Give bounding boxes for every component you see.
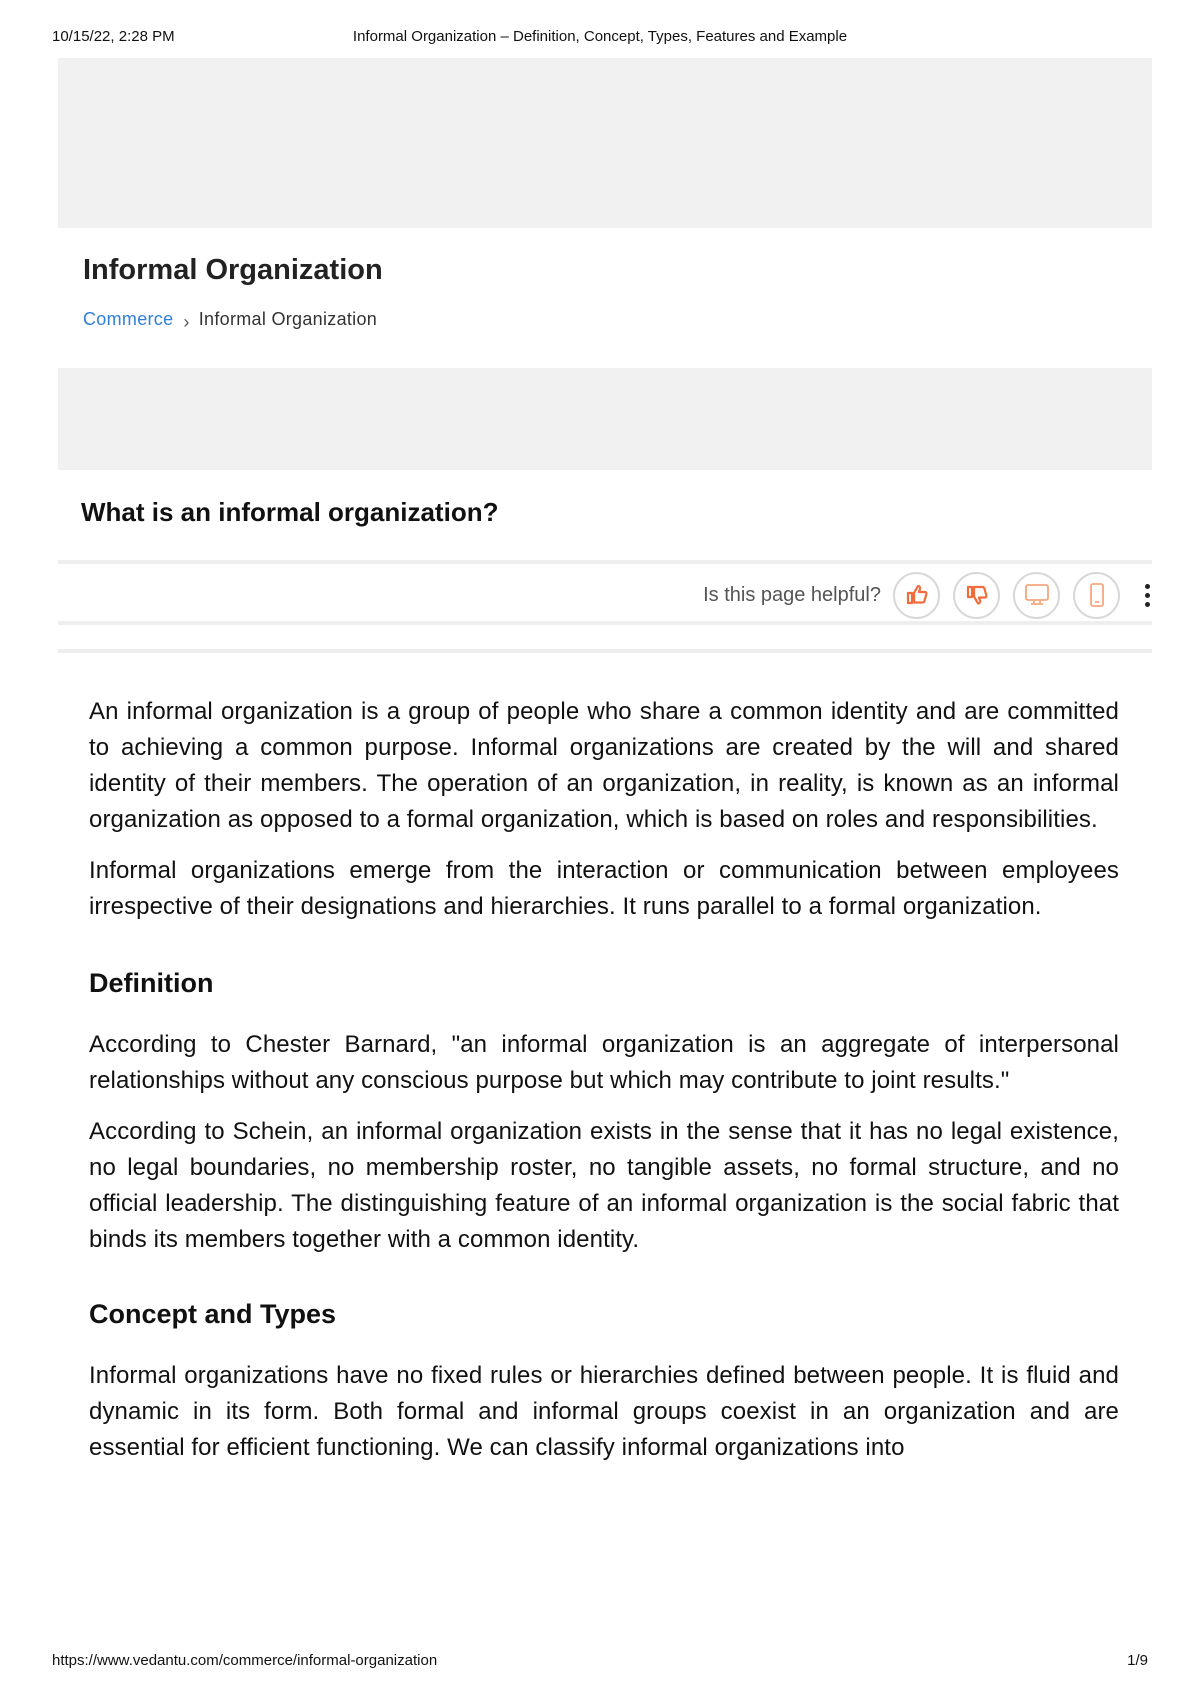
- print-header: [52, 28, 1148, 48]
- paragraph: According to Schein, an informal organization exists in the sense that it has no legal existence, no legal boundaries, no membership roster, no tangible assets, no formal structure, and no official leadership. The distinguishing feature of an informal organization is the social fabric that binds its members together with a common identity.: [89, 1118, 1119, 1253]
- page-title: Informal Organization: [83, 254, 383, 286]
- print-datetime: 10/15/22, 2:28 PM: [52, 28, 175, 45]
- feedback-bar: [703, 569, 1152, 621]
- breadcrumb-link-commerce[interactable]: Commerce: [83, 309, 174, 329]
- print-page-number: 1/9: [1127, 1652, 1148, 1669]
- print-document-title: Informal Organization – Definition, Concept, Types, Features and Example: [352, 28, 848, 45]
- paragraph: Informal organizations emerge from the interaction or communication between employees irrespective of their designations and hierarchies. It runs parallel to a formal organization.: [89, 857, 1119, 920]
- thumbs-up-icon: [905, 583, 929, 607]
- desktop-view-button[interactable]: [1013, 572, 1060, 619]
- thumbs-up-button[interactable]: [893, 572, 940, 619]
- more-vertical-icon[interactable]: [1142, 582, 1152, 609]
- divider: [58, 621, 1152, 625]
- mobile-icon: [1087, 582, 1107, 608]
- breadcrumb-current: Informal Organization: [198, 309, 378, 329]
- print-url: https://www.vedantu.com/commerce/informal-organization: [52, 1652, 438, 1669]
- desktop-icon: [1024, 583, 1050, 607]
- helpful-prompt: Is this page helpful?: [703, 583, 881, 606]
- definition-heading: Definition: [89, 968, 214, 998]
- breadcrumb: [83, 309, 377, 330]
- mobile-view-button[interactable]: [1073, 572, 1120, 619]
- concept-heading: Concept and Types: [89, 1299, 337, 1329]
- thumbs-down-button[interactable]: [953, 572, 1000, 619]
- article-body: [89, 694, 1119, 1481]
- print-footer: [52, 1652, 1148, 1672]
- divider: [58, 649, 1152, 653]
- chevron-right-icon: ›: [183, 312, 190, 332]
- paragraph: An informal organization is a group of people who share a common identity and are committed to achieving a common purpose. Informal organizations are created by the will and shared identity of their members. The operation of an organization, in reality, is known as an informal organization as opposed to a formal organization, which is based on roles and responsibilities.: [89, 698, 1119, 833]
- ad-banner-top: [58, 58, 1152, 228]
- divider: [58, 560, 1152, 564]
- paragraph: According to Chester Barnard, "an informal organization is an aggregate of interpersonal relationships without any conscious purpose but which may contribute to joint results.": [89, 1031, 1119, 1094]
- section-question-heading: What is an informal organization?: [81, 497, 499, 527]
- thumbs-down-icon: [965, 583, 989, 607]
- paragraph: Informal organizations have no fixed rules or hierarchies defined between people. It is fluid and dynamic in its form. Both formal and informal groups coexist in an organization and are essential for efficient functioning. We can classify informal organizations into: [89, 1362, 1119, 1461]
- ad-banner-middle: [58, 368, 1152, 470]
